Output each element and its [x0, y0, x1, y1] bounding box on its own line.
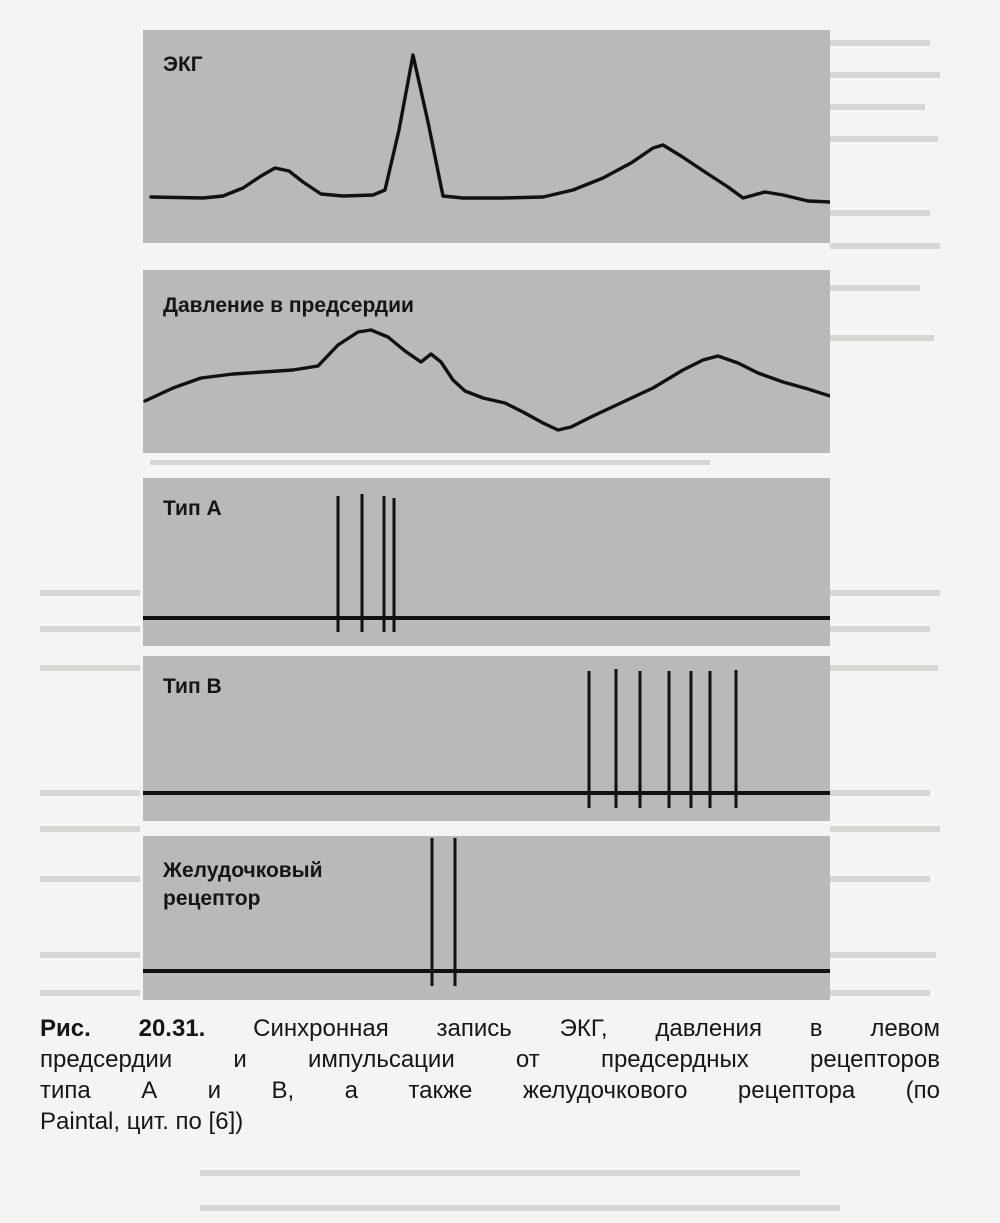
ecg-label: ЭКГ — [163, 53, 203, 76]
type-b-receptor-panel — [143, 656, 830, 821]
caption-line-2: предсердии и импульсации от предсердных рецепторов — [40, 1046, 940, 1073]
type-b-label: Тип В — [163, 675, 222, 698]
atrial-pressure-waveform — [145, 330, 830, 430]
ventricular-label-line1: Желудочковый — [163, 859, 323, 882]
type-a-receptor-panel — [143, 478, 830, 646]
caption-line-4: Paintal, цит. по [6]) — [40, 1108, 244, 1135]
ecg-trace — [143, 30, 830, 243]
caption-line-1 — [40, 1013, 940, 1044]
ecg-panel — [143, 30, 830, 243]
figure-caption — [40, 1013, 940, 1137]
ventricular-receptor-panel — [143, 836, 830, 1000]
type-b-spike-train — [143, 656, 830, 821]
atrial-pressure-label: Давление в предсердии — [163, 294, 414, 317]
caption-number: Рис. 20.31. — [40, 1015, 206, 1042]
caption-line-3: типа А и В, а также желудочкового рецептора (по — [40, 1077, 940, 1104]
ventricular-label-line2: рецептор — [163, 887, 261, 910]
type-a-spike-train — [143, 478, 830, 646]
atrial-pressure-panel — [143, 270, 830, 453]
caption-text-1: Синхронная запись ЭКГ, давления в левом — [253, 1015, 941, 1042]
ecg-waveform — [151, 55, 830, 202]
type-a-label: Тип А — [163, 497, 222, 520]
